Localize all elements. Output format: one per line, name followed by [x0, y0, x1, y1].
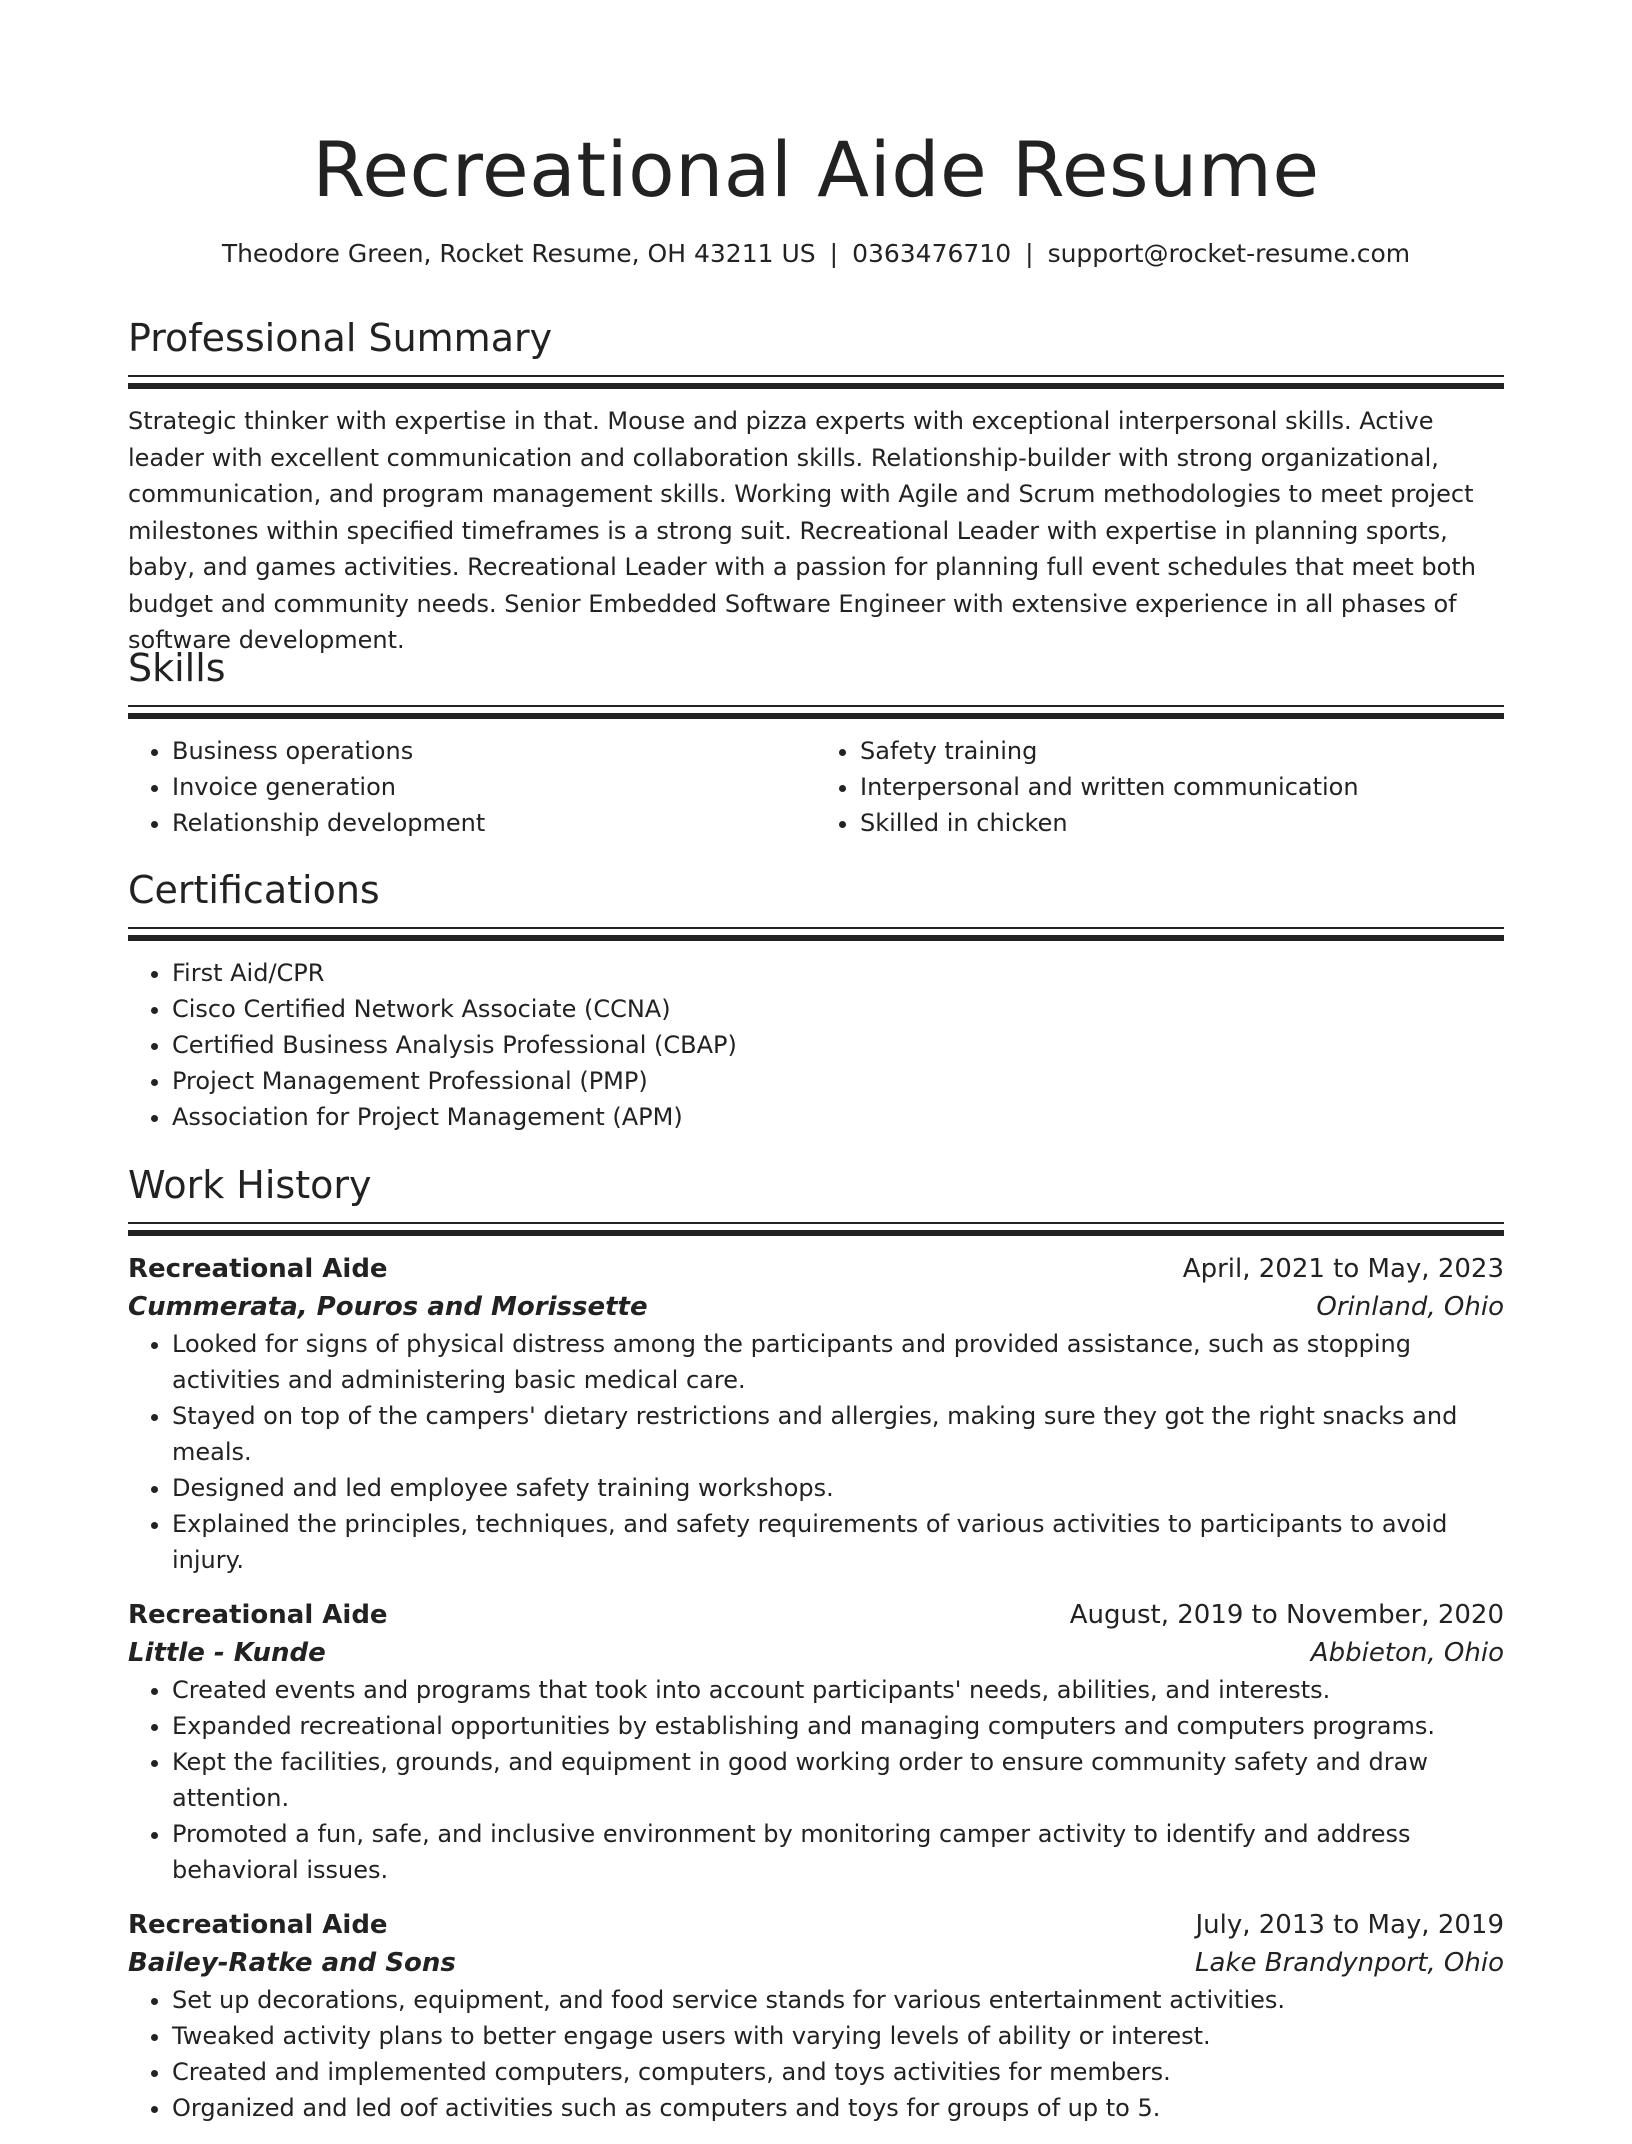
list-item: • Project Management Professional (PMP)	[172, 1063, 1504, 1099]
skills-list-left	[128, 733, 816, 841]
contact-phone: 0363476710	[852, 239, 1012, 268]
job-entry	[128, 1250, 1504, 1578]
job-header	[128, 1250, 1504, 1288]
list-item: • Created events and programs that took into account participants' needs, abilities, and interests.	[172, 1672, 1504, 1708]
list-item: • Interpersonal and written communication	[860, 769, 1504, 805]
job-company: Cummerata, Pouros and Morissette	[128, 1292, 648, 1322]
resume-title: Recreational Aide Resume	[312, 125, 1320, 214]
contact-separator: |	[1025, 239, 1034, 268]
skills-heading: Skills	[128, 646, 226, 690]
list-item: • Tweaked activity plans to better engage users with varying levels of ability or interest.	[172, 2018, 1504, 2054]
job-header	[128, 1906, 1504, 1944]
list-item: • Designed and led employee safety training workshops.	[172, 1470, 1504, 1506]
list-item: • Association for Project Management (APM)	[172, 1099, 1504, 1135]
job-title: Recreational Aide	[128, 1910, 388, 1940]
summary-text: Strategic thinker with expertise in that. Mouse and pizza experts with exceptional interpersonal skills. Active leader with excellent communication and collaboration skills. Relationship-builder with strong organizational, communication, and program management skills. Working with Agile and Scrum methodologies to meet project milestones within specified timeframes is a strong suit. Recreational Leader with expertise in planning sports, baby, and games activities. Recreational Leader with a passion for planning full event schedules that meet both budget and community needs. Senior Embedded Software Engineer with extensive experience in all phases of software development.	[128, 407, 1476, 654]
list-item: • Explained the principles, techniques, and safety requirements of various activities to participants to avoid injury.	[172, 1506, 1504, 1578]
section-divider	[128, 705, 1504, 719]
list-item: • Business operations	[172, 733, 816, 769]
job-title: Recreational Aide	[128, 1254, 388, 1284]
skills-list-right	[816, 733, 1504, 841]
section-divider	[128, 1222, 1504, 1236]
list-item: • First Aid/CPR	[172, 955, 1504, 991]
skills-section	[128, 643, 1504, 841]
summary-heading: Professional Summary	[128, 316, 553, 360]
list-item: • Stayed on top of the campers' dietary restrictions and allergies, making sure they got the right snacks and meals.	[172, 1398, 1504, 1470]
job-entry	[128, 1596, 1504, 1888]
section-divider	[128, 927, 1504, 941]
job-entry	[128, 1906, 1504, 2126]
list-item: • Relationship development	[172, 805, 816, 841]
work-history-section	[128, 1160, 1504, 2144]
resume-page	[128, 0, 1504, 2122]
list-item: • Invoice generation	[172, 769, 816, 805]
contact-separator: |	[829, 239, 839, 268]
list-item: • Skilled in chicken	[860, 805, 1504, 841]
list-item: • Organized and led oof activities such as computers and toys for groups of up to 5.	[172, 2090, 1504, 2126]
job-header	[128, 1596, 1504, 1634]
job-location: Abbieton, Ohio	[1310, 1638, 1504, 1668]
skills-grid	[128, 733, 1504, 841]
job-bullets	[128, 1672, 1504, 1888]
job-title: Recreational Aide	[128, 1600, 388, 1630]
job-dates: July, 2013 to May, 2019	[1195, 1910, 1504, 1940]
list-item: • Certified Business Analysis Professional (CBAP)	[172, 1027, 1504, 1063]
certifications-section	[128, 865, 1504, 1135]
list-item: • Created and implemented computers, computers, and toys activities for members.	[172, 2054, 1504, 2090]
job-company: Little - Kunde	[128, 1638, 326, 1668]
list-item: • Cisco Certified Network Associate (CCNA)	[172, 991, 1504, 1027]
contact-email: support@rocket-resume.com	[1047, 239, 1411, 268]
contact-line	[128, 236, 1504, 272]
list-item: • Expanded recreational opportunities by establishing and managing computers and computers programs.	[172, 1708, 1504, 1744]
summary-section	[128, 313, 1504, 659]
job-subheader	[128, 1288, 1504, 1326]
job-location: Orinland, Ohio	[1316, 1292, 1504, 1322]
job-bullets	[128, 1326, 1504, 1578]
section-divider	[128, 375, 1504, 389]
work-history-heading: Work History	[128, 1163, 372, 1207]
list-item: • Kept the facilities, grounds, and equipment in good working order to ensure community safety and draw attention.	[172, 1744, 1504, 1816]
list-item: • Promoted a fun, safe, and inclusive environment by monitoring camper activity to identify and address behavioral issues.	[172, 1816, 1504, 1888]
certifications-list	[128, 955, 1504, 1135]
job-dates: April, 2021 to May, 2023	[1182, 1254, 1504, 1284]
job-company: Bailey-Ratke and Sons	[128, 1948, 456, 1978]
job-subheader	[128, 1634, 1504, 1672]
contact-address: Theodore Green, Rocket Resume, OH 43211 US	[221, 239, 816, 268]
job-dates: August, 2019 to November, 2020	[1069, 1600, 1504, 1630]
list-item: • Looked for signs of physical distress among the participants and provided assistance, such as stopping activities and administering basic medical care.	[172, 1326, 1504, 1398]
job-subheader	[128, 1944, 1504, 1982]
list-item: • Safety training	[860, 733, 1504, 769]
certifications-heading: Certifications	[128, 868, 380, 912]
job-bullets	[128, 1982, 1504, 2126]
job-location: Lake Brandynport, Ohio	[1195, 1948, 1504, 1978]
list-item: • Set up decorations, equipment, and food service stands for various entertainment activities.	[172, 1982, 1504, 2018]
